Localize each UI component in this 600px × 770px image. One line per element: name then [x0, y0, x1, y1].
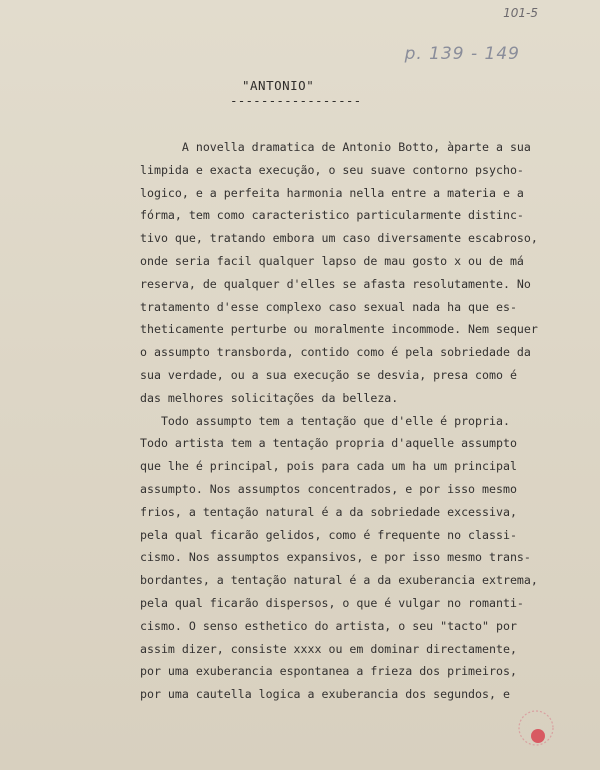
- text-line: tivo que, tratando embora um caso diversamente escabroso,: [140, 231, 538, 246]
- text-line: limpida e exacta execução, o seu suave contorno psycho-: [140, 162, 524, 177]
- body-text: [140, 136, 538, 706]
- text-line: sua verdade, ou a sua execução se desvia, presa como é: [140, 367, 517, 382]
- text-line: frios, a tentação natural é a da sobriedade excessiva,: [140, 504, 517, 519]
- text-line: fórma, tem como caracteristico particularmente distinc-: [140, 208, 524, 223]
- text-line: onde seria facil qualquer lapso de mau gosto x ou de má: [140, 253, 524, 268]
- text-line: Todo assumpto tem a tentação que d'elle é propria.: [140, 413, 510, 428]
- text-line: reserva, de qualquer d'elles se afasta resolutamente. No: [140, 276, 531, 291]
- text-line: tratamento d'esse complexo caso sexual nada ha que es-: [140, 299, 517, 314]
- title-underline: -----------------: [230, 93, 362, 108]
- library-stamp-icon: [516, 708, 556, 748]
- text-line: theticamente perturbe ou moralmente incommode. Nem sequer: [140, 322, 538, 337]
- text-line: pela qual ficarão dispersos, o que é vulgar no romanti-: [140, 595, 524, 610]
- archive-reference: 101-5: [503, 6, 538, 20]
- text-line: cismo. O senso esthetico do artista, o seu "tacto" por: [140, 618, 517, 633]
- page-range-note: p. 139 - 149: [404, 44, 520, 64]
- text-line: das melhores solicitações da belleza.: [140, 390, 399, 405]
- text-line: que lhe é principal, pois para cada um ha um principal: [140, 459, 517, 474]
- text-line: assumpto. Nos assumptos concentrados, e por isso mesmo: [140, 481, 517, 496]
- text-line: cismo. Nos assumptos expansivos, e por isso mesmo trans-: [140, 550, 531, 565]
- text-line: Todo artista tem a tentação propria d'aquelle assumpto: [140, 436, 517, 451]
- document-title: "ANTONIO": [242, 78, 315, 93]
- text-line: por uma cautella logica a exuberancia dos segundos, e: [140, 687, 510, 702]
- text-line: logico, e a perfeita harmonia nella entre a materia e a: [140, 185, 524, 200]
- text-line: A novella dramatica de Antonio Botto, àparte a sua: [140, 140, 531, 154]
- text-line: por uma exuberancia espontanea a frieza dos primeiros,: [140, 664, 517, 679]
- text-line: bordantes, a tentação natural é a da exuberancia extrema,: [140, 573, 538, 588]
- text-line: o assumpto transborda, contido como é pela sobriedade da: [140, 345, 531, 360]
- text-line: assim dizer, consiste xxxx ou em dominar directamente,: [140, 641, 517, 656]
- text-line: pela qual ficarão gelidos, como é frequente no classi-: [140, 527, 517, 542]
